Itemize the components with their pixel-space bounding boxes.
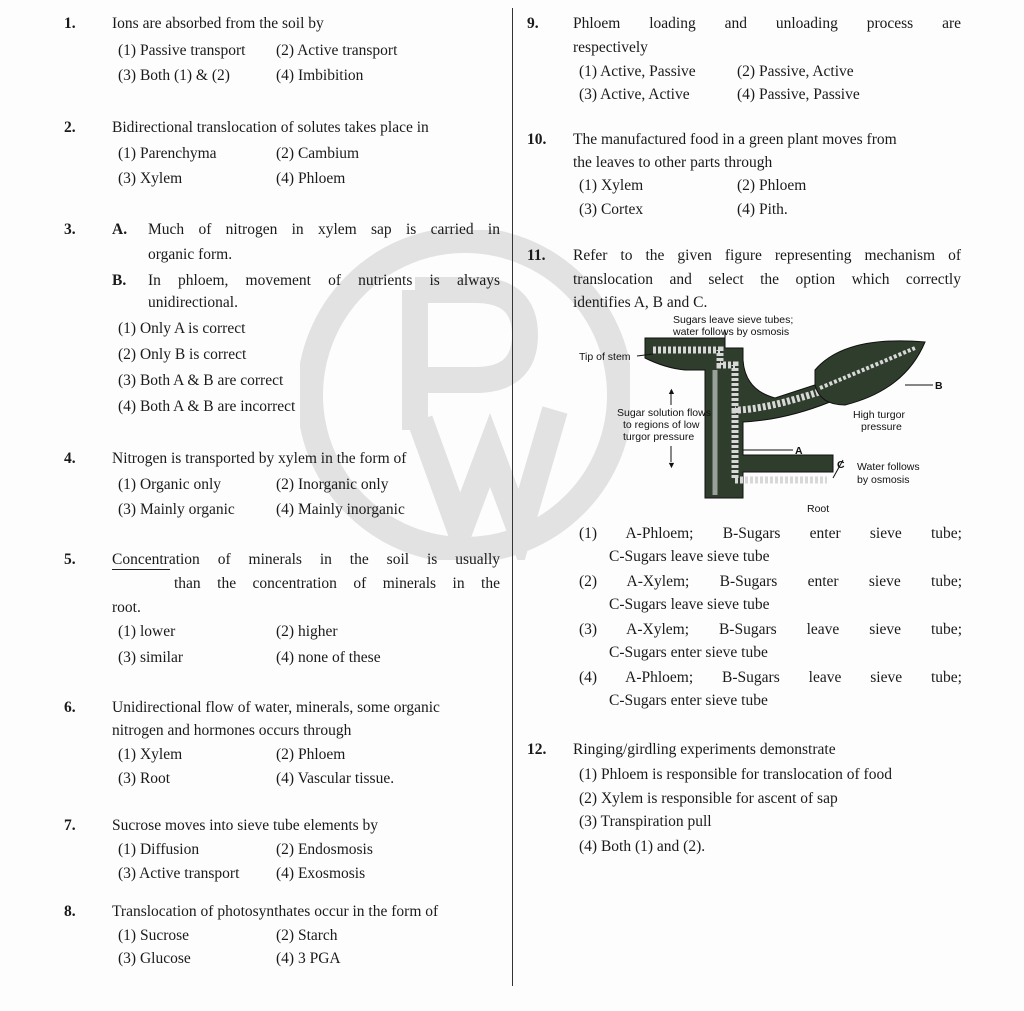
statement-a-label: A. xyxy=(112,221,128,238)
option-1[interactable]: (1) Xylem xyxy=(579,177,644,194)
fig-label-c: C xyxy=(837,459,845,471)
option-2[interactable]: (2) Starch xyxy=(276,927,338,944)
option-1[interactable]: (1) lower xyxy=(118,623,176,640)
fig-label-water-2: by osmosis xyxy=(857,474,910,486)
option-3[interactable]: (3) Mainly organic xyxy=(118,501,235,518)
option-2-line-1[interactable]: (2) A-Xylem; B-Sugars enter sieve tube; xyxy=(579,573,962,590)
fig-label-b: B xyxy=(935,380,943,392)
question-number: 7. xyxy=(64,817,76,834)
option-3-line-2[interactable]: C-Sugars enter sieve tube xyxy=(609,644,768,661)
option-1-line-2[interactable]: C-Sugars leave sieve tube xyxy=(609,548,770,565)
question-number: 5. xyxy=(64,551,76,568)
question-7 xyxy=(64,814,504,889)
question-text: Bidirectional translocation of solutes takes place in xyxy=(112,119,429,136)
option-1[interactable]: (1) Phloem is responsible for translocation of food xyxy=(579,766,892,783)
option-2-line-2[interactable]: C-Sugars leave sieve tube xyxy=(609,596,770,613)
option-4[interactable]: (4) none of these xyxy=(276,649,381,666)
option-2[interactable]: (2) Active transport xyxy=(276,42,398,59)
question-11 xyxy=(527,244,967,314)
option-2[interactable]: (2) Inorganic only xyxy=(276,476,389,493)
question-number: 12. xyxy=(527,741,547,758)
option-3[interactable]: (3) Cortex xyxy=(579,201,644,218)
option-3[interactable]: (3) Both (1) & (2) xyxy=(118,67,230,84)
question-4 xyxy=(64,447,504,527)
question-6 xyxy=(64,696,504,796)
question-number: 6. xyxy=(64,699,76,716)
statement-b-label: B. xyxy=(112,272,127,289)
fig-label-flow-3: turgor pressure xyxy=(623,431,695,443)
question-text-line-3: root. xyxy=(112,599,141,616)
option-1[interactable]: (1) Xylem xyxy=(118,746,183,763)
fig-label-high-2: pressure xyxy=(861,421,902,433)
question-number: 1. xyxy=(64,15,76,32)
fig-label-tip-of-stem: Tip of stem xyxy=(579,351,631,363)
question-text-line-1: Unidirectional flow of water, minerals, some organic xyxy=(112,699,440,716)
option-4[interactable]: (4) Both A & B are incorrect xyxy=(118,398,296,415)
question-text-line-2: nitrogen and hormones occurs through xyxy=(112,722,352,739)
question-text-line-2: respectively xyxy=(573,39,648,56)
fig-label-high-1: High turgor xyxy=(853,409,905,421)
statement-a-line-2: organic form. xyxy=(148,246,233,263)
question-text-line-2: the leaves to other parts through xyxy=(573,154,773,171)
question-5 xyxy=(64,548,504,678)
question-11-options xyxy=(527,522,967,717)
question-text: Sucrose moves into sieve tube elements by xyxy=(112,817,379,834)
option-2[interactable]: (2) Cambium xyxy=(276,145,360,162)
statement-b-line-2: unidirectional. xyxy=(148,294,238,311)
question-text-line-3: identifies A, B and C. xyxy=(573,294,708,311)
question-text-line-1: Phloem loading and unloading process are xyxy=(573,15,961,32)
option-2[interactable]: (2) Phloem xyxy=(737,177,807,194)
option-4[interactable]: (4) Imbibition xyxy=(276,67,364,84)
option-3[interactable]: (3) Glucose xyxy=(118,950,191,967)
option-1[interactable]: (1) Active, Passive xyxy=(579,63,696,80)
question-number: 10. xyxy=(527,131,547,148)
option-3[interactable]: (3) similar xyxy=(118,649,183,666)
question-9 xyxy=(527,12,967,107)
option-4-line-2[interactable]: C-Sugars enter sieve tube xyxy=(609,692,768,709)
option-2[interactable]: (2) higher xyxy=(276,623,338,640)
translocation-figure xyxy=(575,310,955,520)
question-10 xyxy=(527,128,967,223)
question-text-line-2: than the concentration of minerals in the xyxy=(174,575,500,592)
option-4[interactable]: (4) Exosmosis xyxy=(276,865,366,882)
statement-b-line-1: In phloem, movement of nutrients is always xyxy=(148,272,500,289)
option-1[interactable]: (1) Sucrose xyxy=(118,927,190,944)
question-3 xyxy=(64,218,504,423)
option-2[interactable]: (2) Passive, Active xyxy=(737,63,854,80)
question-text: Nitrogen is transported by xylem in the form of xyxy=(112,450,407,467)
question-text: Translocation of photosynthates occur in the form of xyxy=(112,903,439,920)
question-number: 3. xyxy=(64,221,76,238)
question-text-line-1: Concentration of minerals in the soil is usually xyxy=(112,551,500,568)
option-1[interactable]: (1) Diffusion xyxy=(118,841,200,858)
option-4[interactable]: (4) Both (1) and (2). xyxy=(579,838,706,855)
question-12 xyxy=(527,738,967,858)
question-number: 9. xyxy=(527,15,539,32)
option-2[interactable]: (2) Phloem xyxy=(276,746,346,763)
option-4[interactable]: (4) Passive, Passive xyxy=(737,86,860,103)
question-number: 2. xyxy=(64,119,76,136)
option-4[interactable]: (4) Phloem xyxy=(276,170,346,187)
option-1[interactable]: (1) Organic only xyxy=(118,476,222,493)
option-1[interactable]: (1) Parenchyma xyxy=(118,145,217,162)
fig-label-flow-2: to regions of low xyxy=(623,419,700,431)
up-arrow-icon: ▲ xyxy=(667,386,676,396)
option-1[interactable]: (1) Passive transport xyxy=(118,42,246,59)
option-4[interactable]: (4) Vascular tissue. xyxy=(276,770,395,787)
option-4[interactable]: (4) 3 PGA xyxy=(276,950,341,967)
question-text: Ringing/girdling experiments demonstrate xyxy=(573,741,836,758)
option-3[interactable]: (3) Transpiration pull xyxy=(579,813,712,830)
question-number: 11. xyxy=(527,247,546,264)
question-number: 8. xyxy=(64,903,76,920)
down-arrow-icon: ▼ xyxy=(667,460,676,470)
option-3[interactable]: (3) Root xyxy=(118,770,171,787)
option-3[interactable]: (3) Active transport xyxy=(118,865,240,882)
question-text: Ions are absorbed from the soil by xyxy=(112,15,324,32)
fig-label-sugars-leave-1: Sugars leave sieve tubes; xyxy=(673,314,794,326)
option-1[interactable]: (1) Only A is correct xyxy=(118,320,246,337)
fill-in-blank[interactable] xyxy=(112,555,170,570)
option-2[interactable]: (2) Xylem is responsible for ascent of sap xyxy=(579,790,838,807)
fig-label-sugars-leave-2: water follows by osmosis xyxy=(673,326,790,338)
question-text-line-2: translocation and select the option which correctly xyxy=(573,271,961,288)
question-1 xyxy=(64,12,504,92)
option-2[interactable]: (2) Only B is correct xyxy=(118,346,247,363)
option-4[interactable]: (4) Pith. xyxy=(737,201,788,218)
question-2 xyxy=(64,116,504,196)
fig-label-a: A xyxy=(795,445,803,457)
option-1-line-1[interactable]: (1) A-Phloem; B-Sugars enter sieve tube; xyxy=(579,525,962,542)
option-4[interactable]: (4) Mainly inorganic xyxy=(276,501,405,518)
question-8 xyxy=(64,900,504,975)
question-number: 4. xyxy=(64,450,76,467)
fig-label-water-1: Water follows xyxy=(857,461,920,473)
question-text-line-1: Refer to the given figure representing mechanism of xyxy=(573,247,961,264)
option-3[interactable]: (3) Xylem xyxy=(118,170,183,187)
option-3[interactable]: (3) Active, Active xyxy=(579,86,690,103)
option-2[interactable]: (2) Endosmosis xyxy=(276,841,373,858)
statement-a-line-1: Much of nitrogen in xylem sap is carried in xyxy=(148,221,500,238)
fig-label-root: Root xyxy=(807,503,830,515)
option-3-line-1[interactable]: (3) A-Xylem; B-Sugars leave sieve tube; xyxy=(579,621,962,638)
column-divider xyxy=(512,8,513,986)
option-3[interactable]: (3) Both A & B are correct xyxy=(118,372,284,389)
question-text-line-1: The manufactured food in a green plant moves from xyxy=(573,131,897,148)
fig-label-flow-1: Sugar solution flows xyxy=(617,407,711,419)
option-4-line-1[interactable]: (4) A-Phloem; B-Sugars leave sieve tube; xyxy=(579,669,962,686)
